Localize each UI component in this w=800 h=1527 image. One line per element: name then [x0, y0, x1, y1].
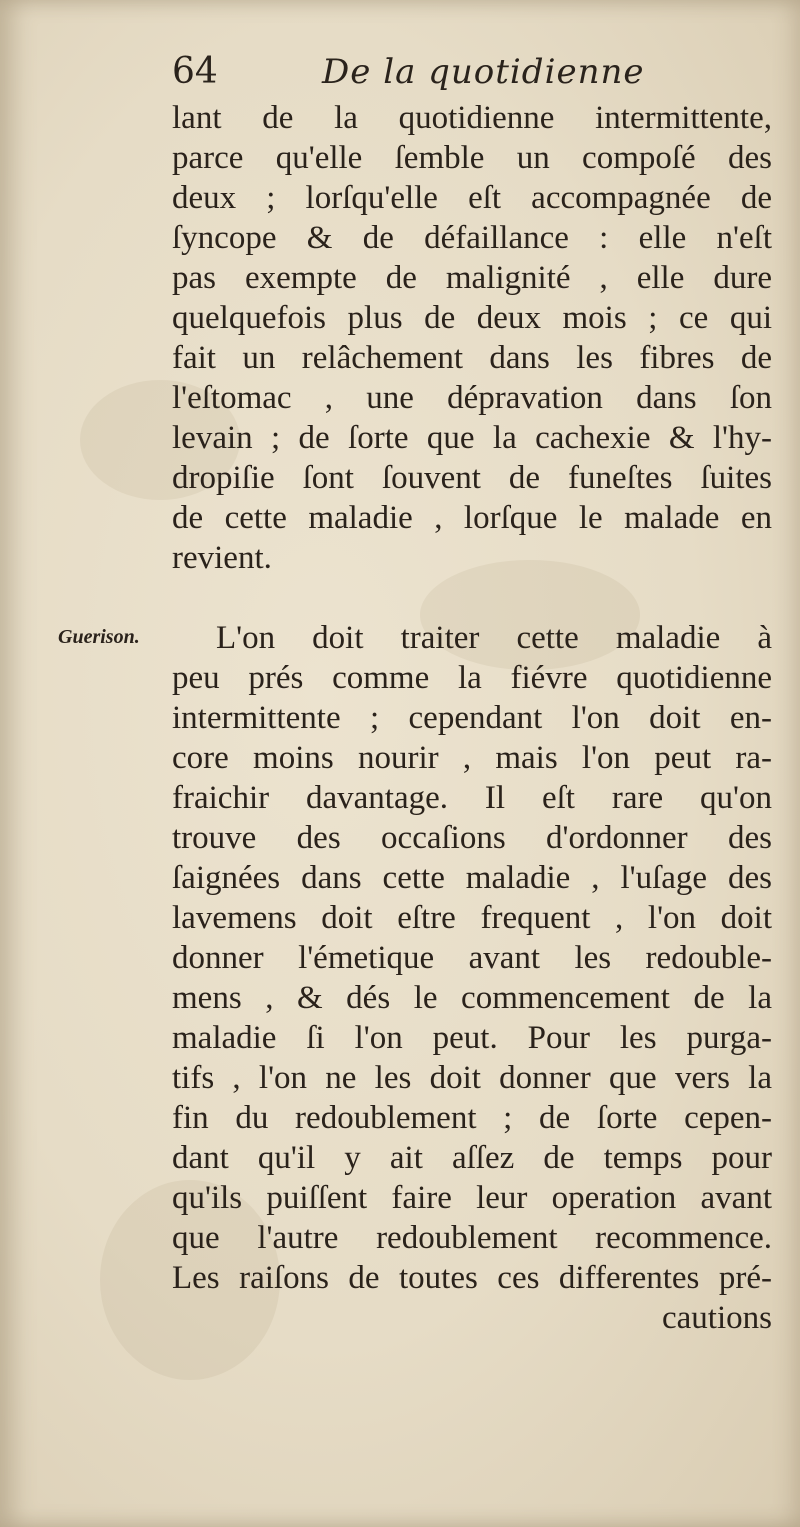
page-header: [172, 48, 772, 98]
text-line: qu'ils puiſſent faire leur operation avant: [172, 1180, 772, 1216]
text-line: ſyncope & de défaillance : elle n'eſt: [172, 220, 772, 256]
running-head: De la quotidienne: [322, 52, 645, 92]
text-line: fin du redoublement ; de ſorte cepen-: [172, 1100, 772, 1136]
text-line: quelquefois plus de deux mois ; ce qui: [172, 300, 772, 336]
text-line: deux ; lorſqu'elle eſt accompagnée de: [172, 180, 772, 216]
text-line: maladie ſi l'on peut. Pour les purga-: [172, 1020, 772, 1056]
text-line: revient.: [172, 540, 272, 576]
text-line: fraichir davantage. Il eſt rare qu'on: [172, 780, 772, 816]
text-line: trouve des occaſions d'ordonner des: [172, 820, 772, 856]
text-line: intermittente ; cependant l'on doit en-: [172, 700, 772, 736]
text-line: dant qu'il y ait aſſez de temps pour: [172, 1140, 772, 1176]
text-line: de cette maladie , lorſque le malade en: [172, 500, 772, 536]
text-line: l'eſtomac , une dépravation dans ſon: [172, 380, 772, 416]
text-line: lavemens doit eſtre frequent , l'on doit: [172, 900, 772, 936]
page-number: 64: [172, 51, 218, 92]
text-line: que l'autre redoublement recommence.: [172, 1220, 772, 1256]
text-line: ſaignées dans cette maladie , l'uſage des: [172, 860, 772, 896]
text-line: core moins nourir , mais l'on peut ra-: [172, 740, 772, 776]
text-line: lant de la quotidienne intermittente,: [172, 100, 772, 136]
text-line: mens , & dés le commencement de la: [172, 980, 772, 1016]
text-line: levain ; de ſorte que la cachexie & l'hy-: [172, 420, 772, 456]
text-line: pas exempte de malignité , elle dure: [172, 260, 772, 296]
text-line: dropiſie ſont ſouvent de funeſtes ſuites: [172, 460, 772, 496]
text-line: fait un relâchement dans les fibres de: [172, 340, 772, 376]
text-line: tifs , l'on ne les doit donner que vers la: [172, 1060, 772, 1096]
text-line: Les raiſons de toutes ces differentes pré-: [172, 1260, 772, 1296]
text-line: peu prés comme la fiévre quotidienne: [172, 660, 772, 696]
margin-note: Guerison.: [58, 626, 140, 648]
text-line: donner l'émetique avant les redouble-: [172, 940, 772, 976]
paragraph-start-line: L'on doit traiter cette maladie à: [216, 620, 772, 656]
text-line: parce qu'elle ſemble un compoſé des: [172, 140, 772, 176]
catchword: cautions: [662, 1300, 772, 1336]
